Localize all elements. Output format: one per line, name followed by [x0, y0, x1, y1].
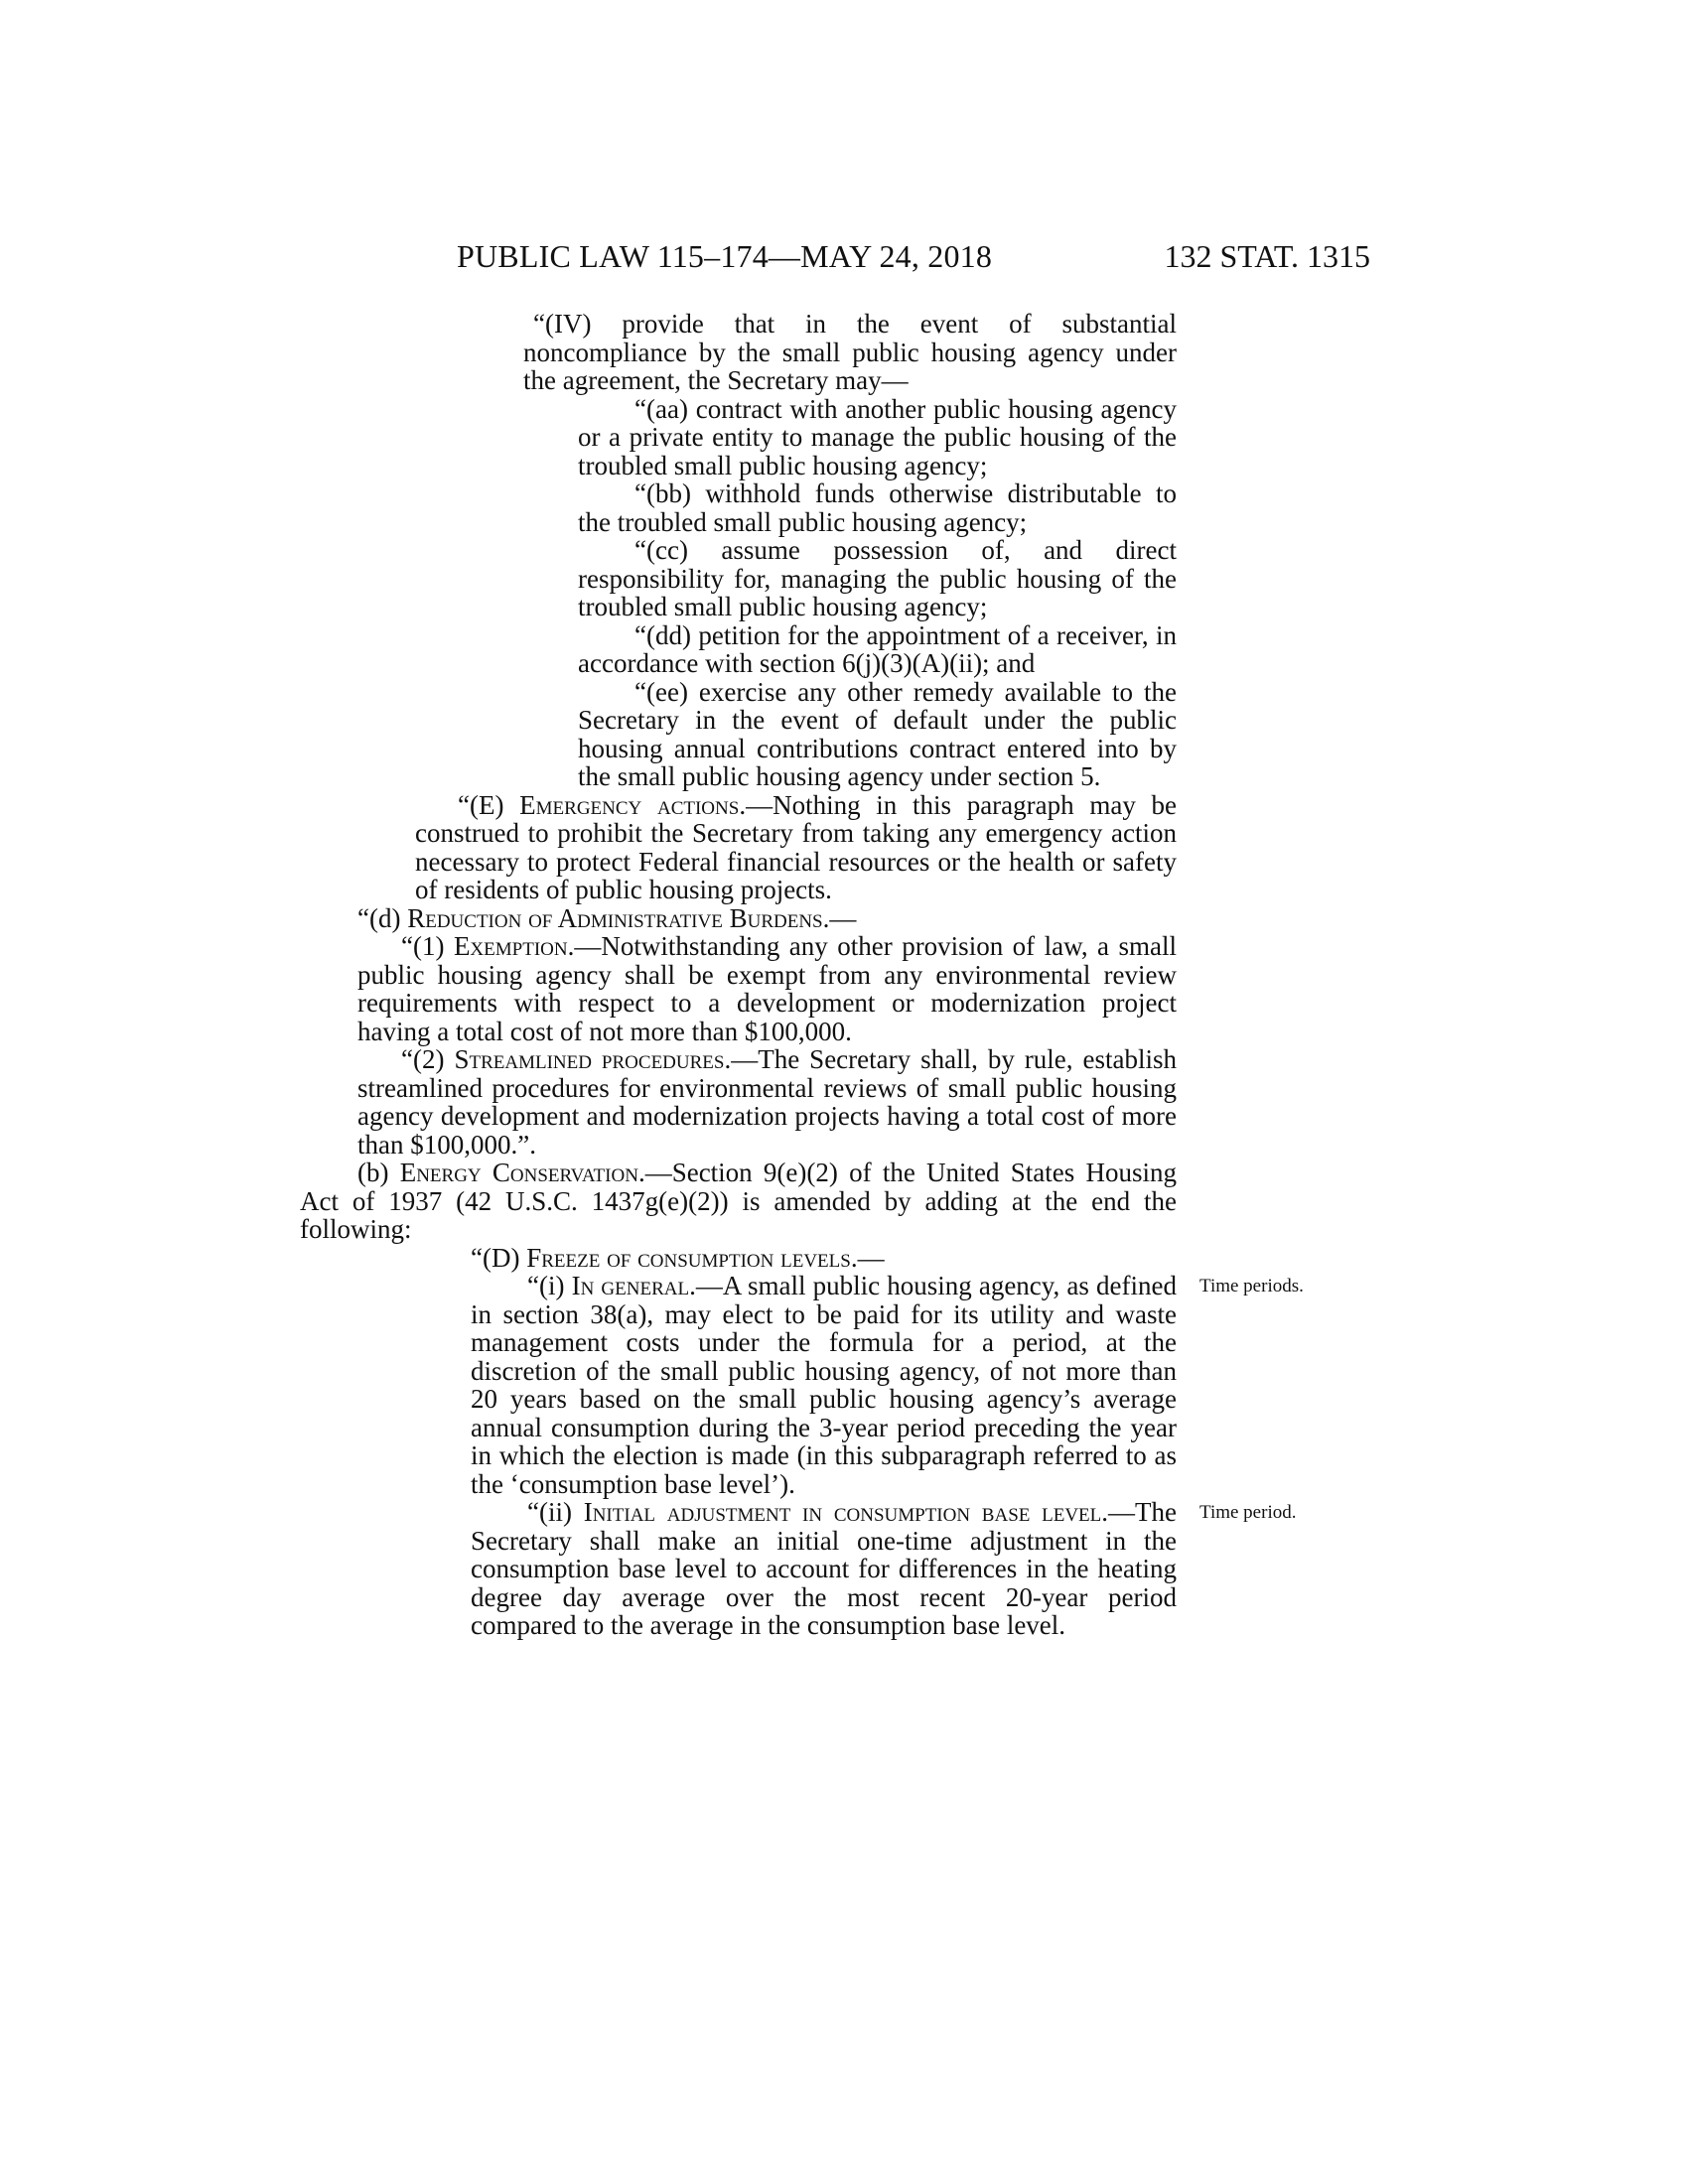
subparagraph-e-heading: Emergency actions	[519, 789, 740, 820]
subsection-b	[300, 1159, 1177, 1244]
subsection-b-prefix: (b)	[357, 1158, 400, 1187]
subsection-d-text: .—	[822, 902, 857, 933]
clause-i	[471, 1272, 1177, 1498]
paragraph-2	[357, 1045, 1177, 1159]
clause-iv: “(IV) provide that in the event of substantial noncompliance by the small public housing agency under the agreement, the Secretary may—	[523, 309, 1177, 395]
paragraph-2-prefix: “(2)	[401, 1044, 455, 1074]
subparagraph-D-heading: Freeze of consumption levels	[526, 1242, 851, 1273]
item-bb: “(bb) withhold funds otherwise distributable to the troubled small public housing agency;	[578, 478, 1177, 537]
margin-note-time-periods: Time periods.	[1199, 1276, 1304, 1297]
subsection-d-heading: Reduction of Administrative Burdens	[407, 902, 823, 933]
paragraph-2-heading: Streamlined procedures	[454, 1044, 725, 1074]
paragraph-1-prefix: “(1)	[401, 931, 454, 961]
clause-ii-heading: Initial adjustment in consumption base level	[583, 1497, 1102, 1527]
clause-i-block	[0, 1272, 1688, 1498]
item-aa: “(aa) contract with another public housing agency or a private entity to manage the public housing of the troubled small public housing agency;	[578, 393, 1177, 480]
statute-page-number: 132 STAT. 1315	[1164, 238, 1370, 274]
subparagraph-D-text: .—	[850, 1242, 885, 1273]
item-ee: “(ee) exercise any other remedy available to the Secretary in the event of default under the public housing annual contributions contract entered into by the small public housing agency under section 5.	[578, 676, 1177, 791]
clause-ii	[471, 1498, 1177, 1640]
law-citation: PUBLIC LAW 115–174—MAY 24, 2018	[457, 238, 993, 274]
item-cc: “(cc) assume possession of, and direct responsibility for, managing the public housing of the troubled small public housing agency;	[578, 535, 1177, 621]
clause-ii-text: .—The Secretary shall make an initial one-time adjustment in the consumption base level to account for differences in the heating degree day average over the most recent 20-year period compared to the average in the consumption base level.	[471, 1497, 1177, 1640]
paragraph-2-text: .—The Secretary shall, by rule, establish streamlined procedures for environmental reviews of small public housing agency development and modernization projects having a total cost of more than $100,000.”.	[357, 1044, 1177, 1160]
subparagraph-D	[471, 1244, 1177, 1273]
subparagraph-D-prefix: “(D)	[471, 1242, 527, 1273]
document-body	[0, 310, 1688, 1640]
paragraph-1	[357, 932, 1177, 1045]
clause-i-heading: In general	[571, 1271, 690, 1300]
subsection-d-prefix: “(d)	[357, 902, 408, 933]
clause-i-prefix: “(i)	[527, 1271, 572, 1300]
paragraph-1-text: .—Notwithstanding any other provision of law, a small public housing agency shall be exempt from any environmental review requirements with respect to a development or modernization project having a total cost of not more than $100,000.	[357, 931, 1177, 1046]
paragraph-1-heading: Exemption	[453, 931, 568, 961]
subparagraph-e-prefix: “(E)	[458, 789, 520, 820]
clause-ii-prefix: “(ii)	[527, 1497, 584, 1527]
subparagraph-e-text: .—Nothing in this paragraph may be construed to prohibit the Secretary from taking any emergency action necessary to protect Federal financial resources or the health or safety of residents of public housing projects.	[415, 789, 1177, 904]
item-dd: “(dd) petition for the appointment of a receiver, in accordance with section 6(j)(3)(A)(ii); and	[578, 619, 1177, 678]
clause-i-text: .—A small public housing agency, as defined in section 38(a), may elect to be paid for its utility and waste management costs under the formula for a period, at the discretion of the small public housing agency, of not more than 20 years based on the small public housing agency’s average annual consumption during the 3-year period preceding the year in which the election is made (in this subparagraph referred to as the ‘consumption base level’).	[471, 1271, 1177, 1499]
subparagraph-e	[415, 791, 1177, 904]
subsection-b-heading: Energy Conservation	[399, 1158, 638, 1187]
margin-note-time-period: Time period.	[1199, 1502, 1297, 1523]
subsection-d	[357, 904, 1177, 933]
clause-ii-block	[0, 1498, 1688, 1640]
subsection-b-text: .—Section 9(e)(2) of the United States Housing Act of 1937 (42 U.S.C. 1437g(e)(2)) is amended by adding at the end the following:	[300, 1158, 1177, 1244]
